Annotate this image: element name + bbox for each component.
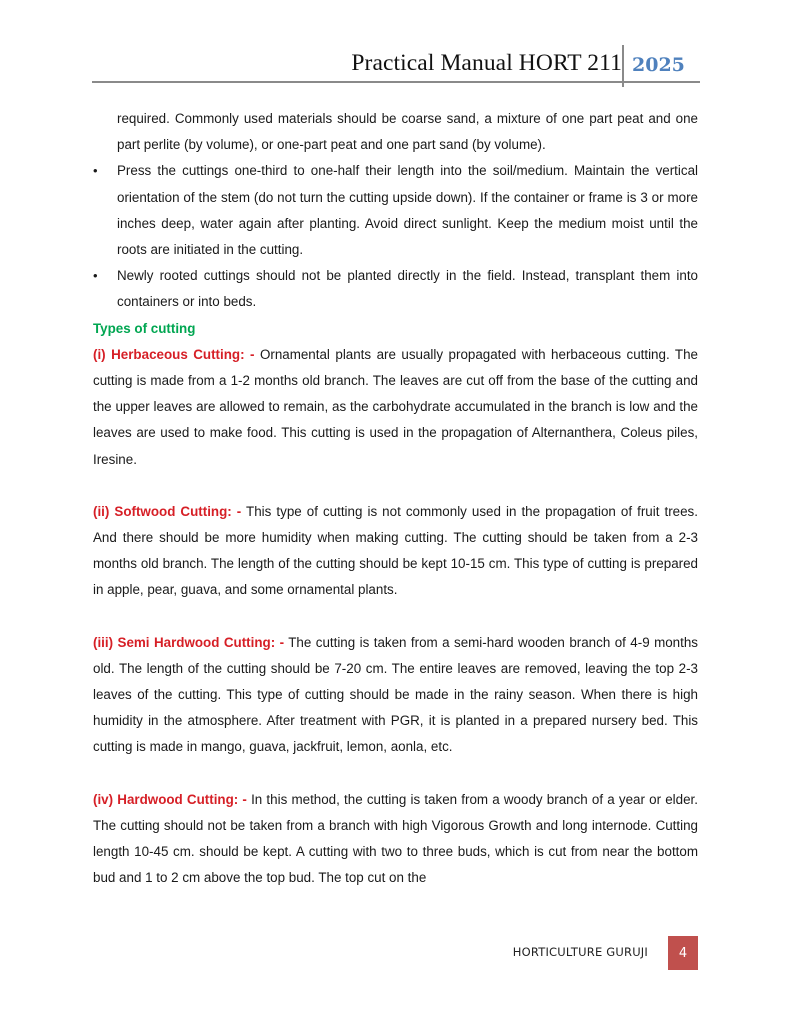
- header-title: Practical Manual HORT 211: [351, 50, 622, 76]
- header-year: 2025: [632, 54, 685, 76]
- paragraph-gap: [93, 761, 698, 787]
- bullet-text: Press the cuttings one-third to one-half their length into the soil/medium. Maintain the vertical orientation of the stem (do not turn the cutting upside down). If the container or frame is 3 or more inches deep, water again after planting. Avoid direct sunlight. Keep the medium moist until the roots are initiated in the cutting.: [117, 163, 698, 258]
- section-heading: Types of cutting: [93, 320, 196, 336]
- type-text: This type of cutting is not commonly used in the propagation of fruit trees. And there should be more humidity when making cutting. The cutting should be taken from a 2-3 months old branch. The length of the cutting should be kept 10-15 cm. This type of cutting is prepared in apple, pear, guava, and some ornamental plants.: [93, 503, 698, 598]
- type-text: In this method, the cutting is taken from a woody branch of a year or elder. The cutting should not be taken from a branch with high Vigorous Growth and long internode. Cutting length 10-45 cm. should be kept. A cutting with two to three buds, which is cut from near the bottom bud and 1 to 2 cm above the top bud. The top cut on the: [93, 791, 698, 886]
- header-rule: [92, 81, 700, 83]
- page-number-badge: 4: [668, 936, 698, 970]
- page-footer: [500, 936, 700, 970]
- type-term: (ii) Softwood Cutting: -: [93, 503, 242, 519]
- type-text: Ornamental plants are usually propagated with herbaceous cutting. The cutting is made from a 1-2 months old branch. The leaves are cut off from the base of the cutting and the upper leaves are allowed to remain, as the carbohydrate accumulated in the branch is low and the leaves are used to make food. This cutting is used in the propagation of Alternanthera, Coleus piles, Iresine.: [93, 346, 698, 467]
- paragraph-gap: [93, 604, 698, 630]
- type-paragraph-hardwood: [93, 787, 698, 892]
- type-term: (iii) Semi Hardwood Cutting: -: [93, 634, 285, 650]
- paragraph-gap: [93, 473, 698, 499]
- bullet-item: [93, 263, 698, 315]
- type-paragraph-semi-hardwood: [93, 630, 698, 761]
- type-text: The cutting is taken from a semi-hard wooden branch of 4-9 months old. The length of the cutting should be 7-20 cm. The entire leaves are removed, leaving the top 2-3 leaves of the cutting. This type of cutting should be made in the rainy season. When there is high humidity in the atmosphere. After treatment with PGR, it is planted in a prepared nursery bed. This cutting is made in mango, guava, jackfruit, lemon, aonla, etc.: [93, 634, 698, 755]
- type-paragraph-softwood: [93, 499, 698, 604]
- bullet-icon: •: [93, 268, 98, 284]
- bullet-item: [93, 158, 698, 263]
- bullet-text: Newly rooted cuttings should not be planted directly in the field. Instead, transplant them into containers or into beds.: [117, 268, 698, 310]
- bullet-list: [93, 158, 698, 315]
- bullet-icon: •: [93, 163, 98, 179]
- type-term: (iv) Hardwood Cutting: -: [93, 791, 247, 807]
- type-term: (i) Herbaceous Cutting: -: [93, 346, 255, 362]
- type-paragraph-herbaceous: [93, 342, 698, 473]
- page-content: [93, 106, 698, 891]
- page-header: [92, 46, 700, 82]
- continuation-paragraph: required. Commonly used materials should be coarse sand, a mixture of one part peat and one part perlite (by volume), or one-part peat and one part sand (by volume).: [117, 111, 698, 153]
- footer-label: HORTICULTURE GURUJI: [512, 945, 648, 959]
